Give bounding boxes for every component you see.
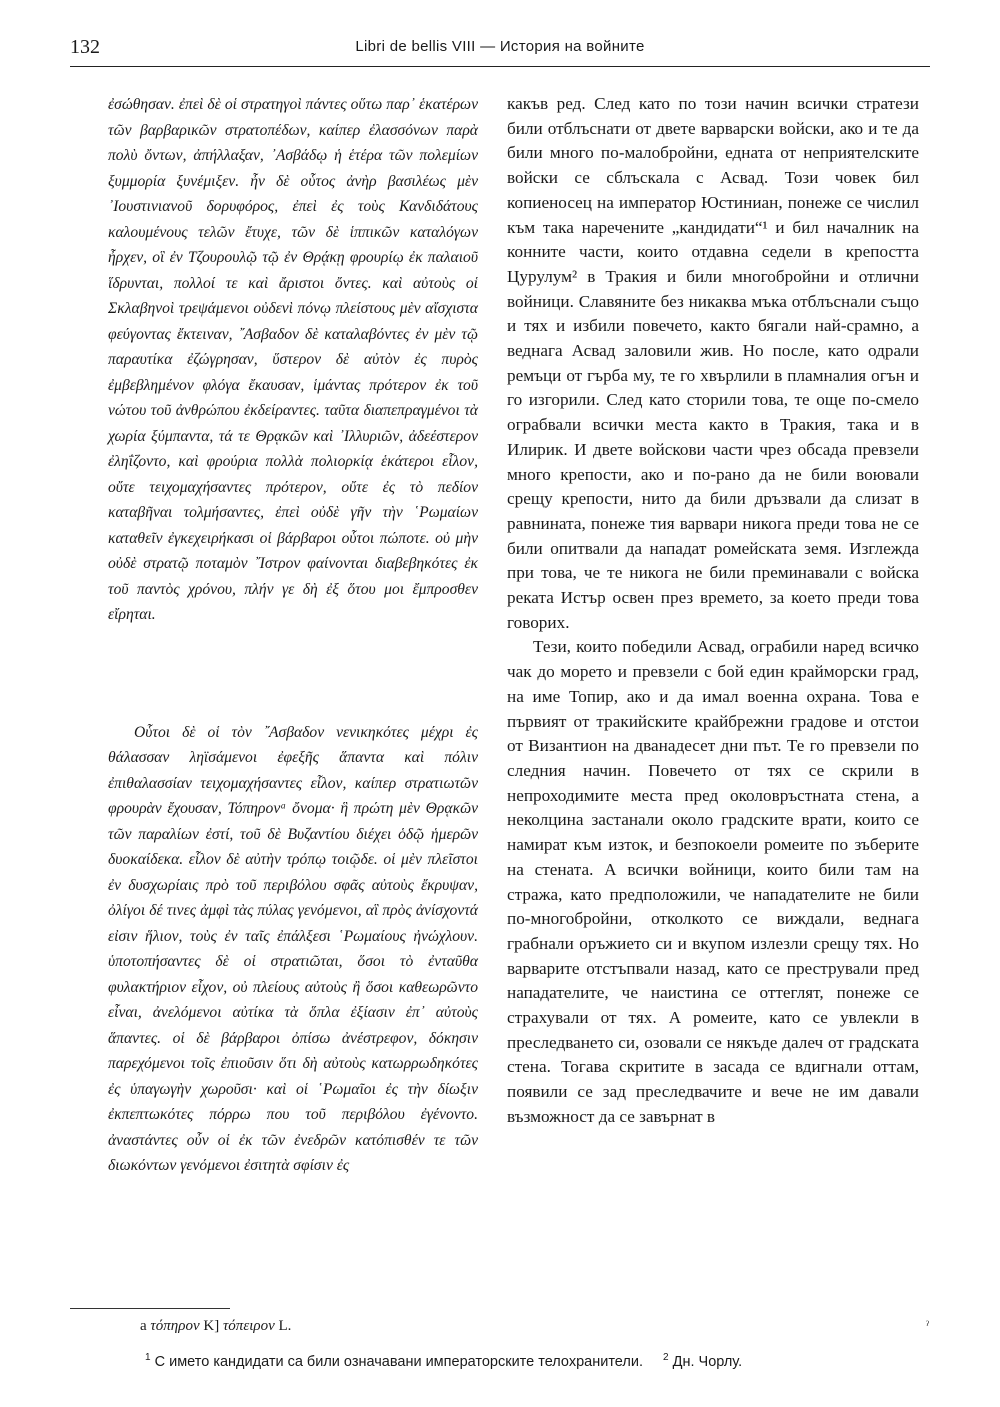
apparatus-siglum-l: L. bbox=[278, 1318, 292, 1334]
apparatus-siglum-k: K] bbox=[203, 1318, 220, 1334]
footnote-2-text: Дн. Чорлу. bbox=[672, 1353, 743, 1370]
footnote-1-text: С името кандидати са били означавани императорските телохранители. bbox=[154, 1353, 643, 1370]
greek-paragraph-1: ἐσώθησαν. ἐπεὶ δὲ οἱ στρατηγοὶ πάντες οὕτω παρ᾽ ἑκατέρων τῶν βαρβαρικῶν στρατοπέδων, καίπερ ἐλασσόνων παρὰ πολὺ ὄντων, ἀπήλλαξαν, ᾽Ασβάδῳ ἡ ἑτέρα τῶν πολεμίων ξυμμορία ξυνέμιξεν. ἦν δὲ οὗτος ἀνὴρ βασιλέως μὲν ᾽Ιουστινιανοῦ δορυφόρος, ἐπεὶ ἐς τοὺς Κανδιδάτους καλουμένους τελῶν ἔτυχε, τῶν δὲ ἱππικῶν καταλόγων ἦρχεν, οἳ ἐν Τζουρουλῷ τῷ ἐν Θρᾴκῃ φρουρίῳ ἐκ παλαιοῦ ἵδρυνται, πολλοί τε καὶ ἄριστοι ὄντες. καὶ αὐτοὺς οἱ Σκλαβηνοὶ τρεψάμενοι οὐδενὶ πόνῳ πλείστους μὲν αἴσχιστα φεύγοντας ἔκτειναν, ῎Ασβαδον δὲ καταλαβόντες ἐν μὲν τῷ παραυτίκα ἐζώγρησαν, ὕστερον δὲ αὐτὸν ἐς πυρὸς ἐμβεβλημένον φλόγα ἔκαυσαν, ἱμάντας πρότερον ἐκ τοῦ νώτου τοῦ ἀνθρώπου ἐκδείραντες. ταῦτα διαπεπραγμένοι τὰ χωρία ξύμπαντα, τά τε Θρᾳκῶν καὶ ᾽Ιλλυριῶν, ἀδεέστερον ἐληΐζοντο, καὶ φρούρια πολλὰ πολιορκίᾳ ἑκάτεροι εἷλον, οὔτε τειχομαχήσαντες πρότερον, οὔτε ἐς τὸ πεδίον καταβῆναι τολμήσαντες, ἐπεὶ οὐδὲ γῆν τὴν ῾Ρωμαίων καταθεῖν ἐγκεχειρήκασι οἱ βάρβαροι οὗτοι πώποτε. οὐ μὴν οὐδὲ στρατῷ ποταμὸν ῎Ιστρον φαίνονται διαβεβηκότες ἐκ τοῦ παντὸς χρόνου, πλήν γε δὴ ἐξ ὅτου μοι ἔμπροσθεν εἴρηται. bbox=[108, 96, 478, 623]
bulgarian-paragraph-2: Тези, които победили Асвад, ограбили наред всичко чак до морето и превзели с бой един крайморски град, на име Топир, ако и да имал военна охрана. Това е първият от тракийските крайбрежни градове и отстои от Византион на дванадесет дни път. Те го превзели по следния начин. Повечето от тях се скрили в непроходимите места пред околовръстната стена, а неколцина застанали около градските врати, които се намират към изток, и безпокоели ромеите по зъберите на стената. А всички войници, които били там на стража, като предположили, че нападателите не били по-многобройни, отколкото се виждали, веднага грабнали оръжието си и вкупом излезли срещу тях. Но варварите отстъпвали назад, като се престрували пред нападателите, че наистина се оттеглят, понеже се страхували от тях. А ромеите, като се увлекли в преследването си, озовали се някъде далеч от градската стена. Тогава скритите в засада се вдигнали оттам, появили се зад преследвачите и вече не им давали възможност да се завърнат в bbox=[507, 637, 919, 1126]
bulgarian-paragraph-1: какъв ред. След като по този начин всички стратези били отблъснати от двете варварски войски, ако и те да били много по-малобройни, едната от неприятелските войски се сблъскала с Асвад. Този човек бил копиеносец на император Юстиниан, понеже се числил към така наречените „кандидати“¹ и бил началник на конните части, които отдавна седели в крепостта Цурулум² в Тракия и били многобройни и отлични войници. Славяните без никаква мъка отблъснали също и тях и избили повечето, както бягали най-срамно, а веднага Асвад заловили жив. Но после, като одрали ремъци от гърба му, те го хвърлили в пламналия огън и го изгорили. След като сторили това, те още по-смело ограбвали всички места както в Тракия, така и в Илирик. И двете войскови части чрез обсада превзели много крепости, ако и по-рано да не били воювали срещу крепости, нито да били дръзвали да слизат в равнината, понеже тия варвари никога преди това не се били опитвали да нападат ромейската земя. Изглежда при това, че те никога не били преминавали с войска реката Истър освен през времето, за което преди това говорих. bbox=[507, 94, 919, 632]
greek-paragraph-2: Οὗτοι δὲ οἱ τὸν ῎Ασβαδον νενικηκότες μέχρι ἐς θάλασσαν ληϊσάμενοι ἐφεξῆς ἅπαντα καὶ πόλιν ἐπιθαλασσίαν τειχομαχήσαντες εἷλον, καίπερ στρατιωτῶν φρουρὰν ἔχουσαν, Τόπηρονᵃ ὄνομα· ἣ πρώτη μὲν Θρᾳκῶν τῶν παραλίων ἐστί, τοῦ δὲ Βυζαντίου διέχει ὁδῷ ἡμερῶν δυοκαίδεκα. εἷλον δὲ αὐτὴν τρόπῳ τοιῷδε. οἱ μὲν πλεῖστοι ἐν δυσχωρίαις πρὸ τοῦ περιβόλου σφᾶς αὐτοὺς ἔκρυψαν, ὀλίγοι δέ τινες ἀμφὶ τὰς πύλας γενόμενοι, αἳ πρὸς ἀνίσχοντά εἰσιν ἥλιον, τοὺς ἐν ταῖς ἐπάλξεσι ῾Ρωμαίους ἠνώχλουν. ὑποτοπήσαντες δὲ οἱ στρατιῶται, ὅσοι τὸ ἐνταῦθα φυλακτήριον εἶχον, οὐ πλείους αὐτοὺς ἢ ὅσοι καθεωρῶντο εἶναι, ἀνελόμενοι αὐτίκα τὰ ὅπλα ἐξίασιν ἐπ᾽ αὐτοὺς ἅπαντες. οἱ δὲ βάρβαροι ὀπίσω ἀνέστρεφον, δόκησιν παρεχόμενοι τοῖς ἐπιοῦσιν ὅτι δὴ αὐτοὺς κατωρρωδηκότες ἐς ὑπαγωγὴν χωροῦσι· καὶ οἱ ῾Ρωμαῖοι ἐς τὴν δίωξιν ἐκπεπτωκότες πόρρω που τοῦ περιβόλου ἐγένοντο. ἀναστάντες οὖν οἱ ἐκ τῶν ἐνεδρῶν κατόπισθέν τε τῶν διωκόντων γενόμενοι ἐσιτητὰ σφίσιν ἐς bbox=[108, 723, 478, 1174]
apparatus-variant: τόπειρον bbox=[222, 1318, 275, 1334]
page-number: 132 bbox=[70, 36, 100, 58]
footnote-2-number: 2 bbox=[663, 1352, 669, 1363]
page-header bbox=[70, 36, 930, 67]
bulgarian-text-column bbox=[507, 92, 919, 1130]
footnote-rule bbox=[70, 1308, 230, 1309]
footnote-1-number: 1 bbox=[145, 1352, 151, 1363]
running-head: Libri de bellis VIII — История на войните bbox=[355, 38, 645, 55]
footnotes bbox=[145, 1352, 742, 1370]
apparatus-reading: τόπηρον bbox=[150, 1318, 200, 1334]
apparatus-marker: a bbox=[140, 1318, 147, 1334]
apparatus-criticus bbox=[140, 1318, 291, 1335]
margin-mark: ˀ bbox=[926, 1318, 929, 1332]
greek-text-column bbox=[108, 92, 478, 1179]
